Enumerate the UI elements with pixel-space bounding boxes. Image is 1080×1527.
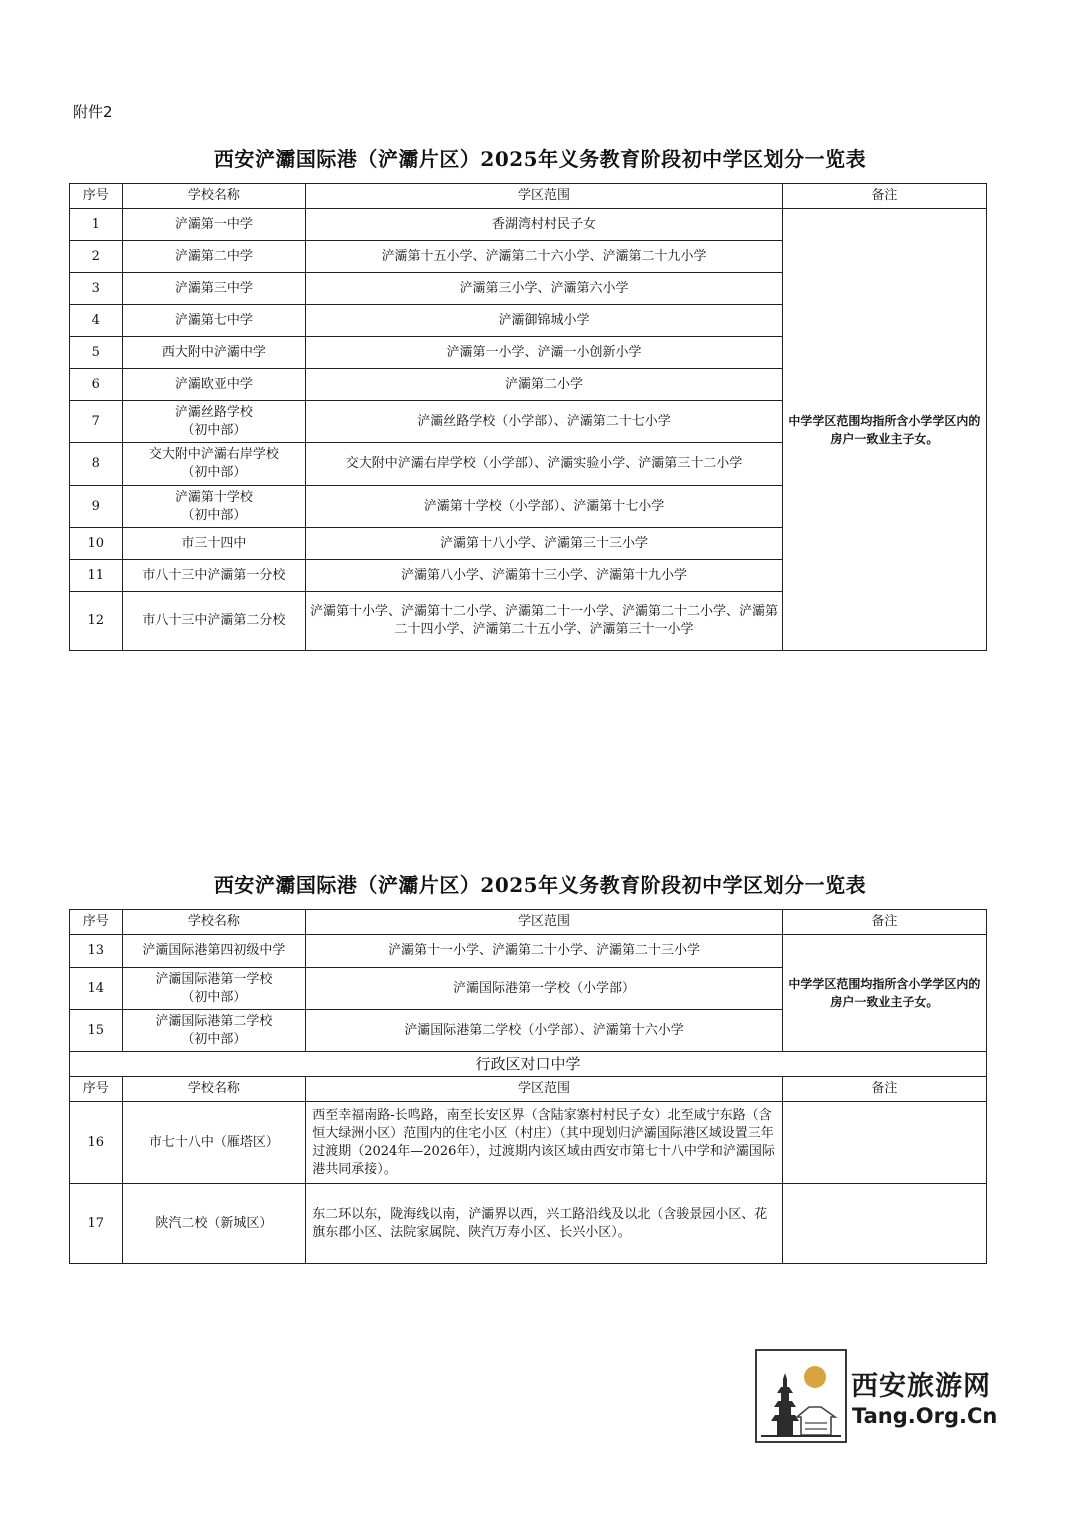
row-range: 交大附中浐灞右岸学校（小学部）、浐灞实验小学、浐灞第三十二小学 <box>306 443 783 486</box>
row-no: 7 <box>70 401 123 443</box>
row-school <box>122 443 306 486</box>
row-no: 8 <box>70 443 123 486</box>
row-range: 浐灞丝路学校（小学部）、浐灞第二十七小学 <box>306 401 783 443</box>
row-no: 11 <box>70 560 123 592</box>
row-no: 10 <box>70 528 123 560</box>
row-school <box>122 968 306 1010</box>
row-range: 东二环以东，陇海线以南，浐灞界以西，兴工路沿线及以北（含骏景园小区、花旗东郡小区、法院家属院、陕汽万寿小区、长兴小区）。 <box>306 1184 783 1264</box>
school-name: 浐灞丝路学校 <box>174 404 253 420</box>
row-school: 浐灞第三中学 <box>122 273 306 305</box>
table-row <box>70 935 987 968</box>
row-school: 浐灞欧亚中学 <box>122 369 306 401</box>
row-remark <box>782 1102 986 1184</box>
header-school: 学校名称 <box>122 1077 306 1102</box>
row-no: 15 <box>70 1010 123 1052</box>
header-remark: 备注 <box>782 910 986 935</box>
row-no: 17 <box>70 1184 123 1264</box>
header-remark: 备注 <box>782 1077 986 1102</box>
row-school <box>122 1010 306 1052</box>
row-range: 浐灞第二小学 <box>306 369 783 401</box>
header-remark: 备注 <box>782 184 986 209</box>
district-table-1 <box>69 183 987 651</box>
watermark-logo <box>755 1349 1005 1445</box>
row-range: 香湖湾村村民子女 <box>306 209 783 241</box>
row-school <box>122 401 306 443</box>
header-no: 序号 <box>70 184 123 209</box>
header-range: 学区范围 <box>306 1077 783 1102</box>
attachment-label: 附件2 <box>73 103 113 121</box>
row-range: 浐灞御锦城小学 <box>306 305 783 337</box>
row-range: 浐灞国际港第二学校（小学部）、浐灞第十六小学 <box>306 1010 783 1052</box>
district-table-2 <box>69 909 987 1264</box>
row-range: 浐灞第八小学、浐灞第十三小学、浐灞第十九小学 <box>306 560 783 592</box>
table-header-row <box>70 910 987 935</box>
row-range: 浐灞第十八小学、浐灞第三十三小学 <box>306 528 783 560</box>
table-row <box>70 1102 987 1184</box>
table-header-row <box>70 184 987 209</box>
row-range: 浐灞第十五小学、浐灞第二十六小学、浐灞第二十九小学 <box>306 241 783 273</box>
row-range: 浐灞第十学校（小学部）、浐灞第十七小学 <box>306 486 783 528</box>
row-school: 市八十三中浐灞第二分校 <box>122 592 306 651</box>
header-school: 学校名称 <box>122 910 306 935</box>
row-no: 1 <box>70 209 123 241</box>
section-row <box>70 1052 987 1077</box>
school-sub: （初中部） <box>181 507 247 523</box>
section-title: 行政区对口中学 <box>70 1052 987 1077</box>
watermark-url: Tang.Org.Cn <box>852 1404 998 1428</box>
school-name: 浐灞国际港第一学校 <box>155 971 273 987</box>
row-school: 市八十三中浐灞第一分校 <box>122 560 306 592</box>
row-no: 13 <box>70 935 123 968</box>
row-range: 浐灞第一小学、浐灞一小创新小学 <box>306 337 783 369</box>
row-no: 12 <box>70 592 123 651</box>
row-range: 浐灞国际港第一学校（小学部） <box>306 968 783 1010</box>
school-sub: （初中部） <box>181 422 247 438</box>
row-school: 西大附中浐灞中学 <box>122 337 306 369</box>
header-no: 序号 <box>70 910 123 935</box>
row-no: 9 <box>70 486 123 528</box>
school-sub: （初中部） <box>181 989 247 1005</box>
header-range: 学区范围 <box>306 184 783 209</box>
row-school: 浐灞第二中学 <box>122 241 306 273</box>
table-row <box>70 1184 987 1264</box>
row-school: 陕汽二校（新城区） <box>122 1184 306 1264</box>
row-range: 浐灞第三小学、浐灞第六小学 <box>306 273 783 305</box>
row-range: 浐灞第十小学、浐灞第十二小学、浐灞第二十一小学、浐灞第二十二小学、浐灞第二十四小学、浐灞第二十五小学、浐灞第三十一小学 <box>306 592 783 651</box>
school-sub: （初中部） <box>181 1031 247 1047</box>
row-no: 16 <box>70 1102 123 1184</box>
row-school: 浐灞第七中学 <box>122 305 306 337</box>
row-school: 浐灞第一中学 <box>122 209 306 241</box>
school-sub: （初中部） <box>181 465 247 480</box>
row-range: 西至幸福南路-长鸣路，南至长安区界（含陆家寨村村民子女）北至咸宁东路（含恒大绿洲小区）范围内的住宅小区（村庄）（其中现划归浐灞国际港区域设置三年过渡期（2024年—2026年），过渡期内该区域由西安市第七十八中学和浐灞国际港共同承接）。 <box>306 1102 783 1184</box>
row-school <box>122 486 306 528</box>
table-header-row <box>70 1077 987 1102</box>
header-range: 学区范围 <box>306 910 783 935</box>
row-school: 市七十八中（雁塔区） <box>122 1102 306 1184</box>
school-name: 浐灞国际港第二学校 <box>155 1013 273 1029</box>
row-no: 14 <box>70 968 123 1010</box>
watermark-name: 西安旅游网 <box>851 1371 991 1402</box>
row-no: 3 <box>70 273 123 305</box>
page-title-repeat: 西安浐灞国际港（浐灞片区）2025年义务教育阶段初中学区划分一览表 <box>213 873 867 897</box>
page-title: 西安浐灞国际港（浐灞片区）2025年义务教育阶段初中学区划分一览表 <box>213 147 867 171</box>
pagoda-logo-icon <box>755 1349 847 1443</box>
school-name: 浐灞第十学校 <box>174 489 253 505</box>
row-remark: 中学学区范围均指所含小学学区内的房户一致业主子女。 <box>782 935 986 1052</box>
row-no: 5 <box>70 337 123 369</box>
row-school: 浐灞国际港第四初级中学 <box>122 935 306 968</box>
header-school: 学校名称 <box>122 184 306 209</box>
table-row <box>70 209 987 241</box>
row-no: 6 <box>70 369 123 401</box>
row-school: 市三十四中 <box>122 528 306 560</box>
row-remark <box>782 1184 986 1264</box>
school-name: 交大附中浐灞右岸学校 <box>148 447 279 462</box>
row-range: 浐灞第十一小学、浐灞第二十小学、浐灞第二十三小学 <box>306 935 783 968</box>
row-remark: 中学学区范围均指所含小学学区内的房户一致业主子女。 <box>782 209 986 651</box>
row-no: 2 <box>70 241 123 273</box>
header-no: 序号 <box>70 1077 123 1102</box>
row-no: 4 <box>70 305 123 337</box>
